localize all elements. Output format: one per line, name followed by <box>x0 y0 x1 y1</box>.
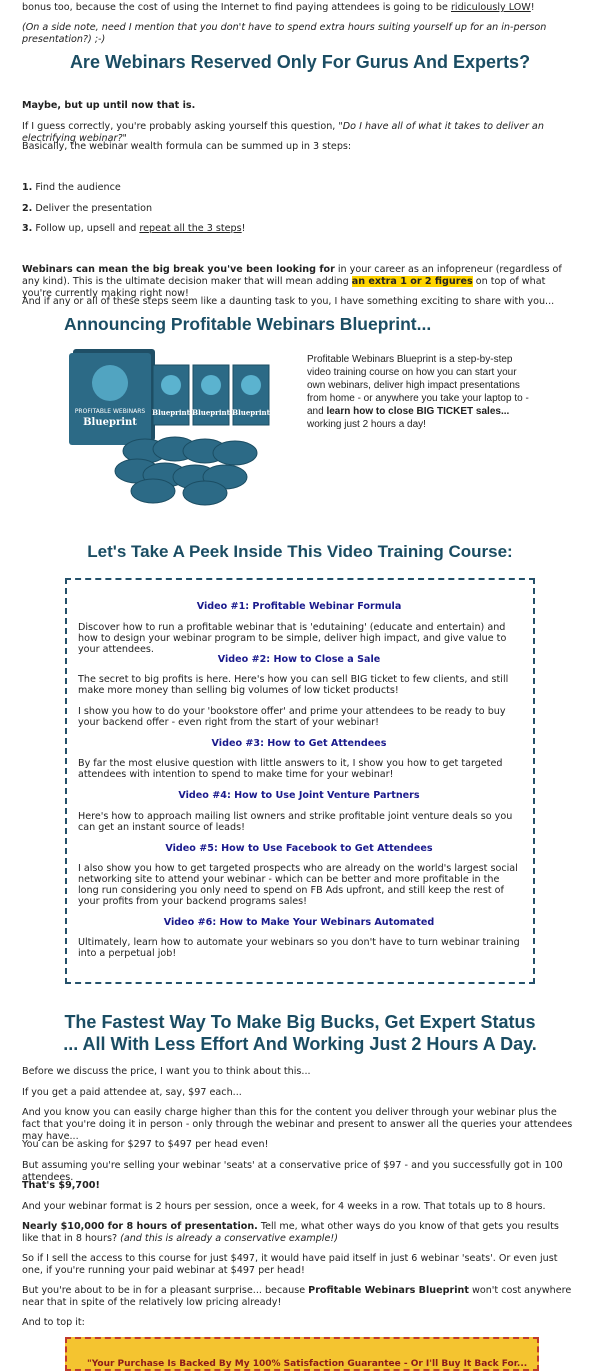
svg-text:Blueprint: Blueprint <box>192 408 230 417</box>
step-underline: repeat all the 3 steps <box>139 223 242 234</box>
step-num: 2. <box>22 203 33 214</box>
step-1 <box>22 182 578 194</box>
product-box <box>69 349 155 445</box>
p-nearly-bold: Nearly $10,000 for 8 hours of presentation. <box>22 1221 258 1232</box>
p-surprise <box>22 1285 578 1309</box>
video-2-desc2: I show you how to do your 'bookstore offer' and prime your attendees to be ready to buy your backend offer - even right from the start of your webinar! <box>78 706 506 728</box>
video-1-title: Video #1: Profitable Webinar Formula <box>196 601 402 612</box>
step-text: Deliver the presentation <box>35 203 153 214</box>
desc-end: working just 2 hours a day! <box>307 419 426 430</box>
video-4-title: Video #4: How to Use Joint Venture Partners <box>178 790 420 801</box>
desc-bold: learn how to close BIG TICKET sales... <box>326 406 510 417</box>
p-break-bold: Webinars can mean the big break you've been looking for <box>22 264 335 275</box>
video-6-desc: Ultimately, learn how to automate your webinars so you don't have to turn webinar training into a perpetual job! <box>78 937 520 959</box>
desc-name: Profitable Webinars Blueprint <box>307 354 437 365</box>
product-discs <box>115 437 257 505</box>
intro-line <box>22 2 578 14</box>
video-2-desc: The secret to big profits is here. Here's how you can sell BIG ticket to few clients, and still make more money than selling big volumes of low ticket products! <box>78 674 509 696</box>
video-5-title: Video #5: How to Use Facebook to Get Attendees <box>165 843 433 854</box>
video-4-desc: Here's how to approach mailing list owners and strike profitable joint venture deals so you can get an instant source of leads! <box>78 811 513 833</box>
step-num: 1. <box>22 182 33 193</box>
video-5-desc: I also show you how to get targeted prospects who are already on the world's largest social networking site to attend your webinar - which can be better and more profitable in the long run considering you only need to spend on FB Ads upfront, and still keep the rest of your profits from your backend programs sales! <box>78 863 518 907</box>
p-nearly <box>22 1221 578 1245</box>
product-description <box>307 353 537 431</box>
intro-underline: ridiculously LOW <box>450 2 531 13</box>
product-word2: Blueprint <box>83 417 137 428</box>
video-1-desc: Discover how to run a profitable webinar that is 'edutaining' (educate and entertain) and how to design your webinar program to be simple, deliver high impact, and give value to your attendees. <box>78 622 507 655</box>
heading-peek: Let's Take A Peek Inside This Video Training Course: <box>87 542 513 561</box>
p-charge-higher: And you know you can easily charge higher than this for the content you deliver through your webinar plus the fact that you're doing it in person - only through the webinar and present to answer all the queries your attendees may have... <box>22 1107 573 1142</box>
p-guess-quote: "Do I have all of what it takes to deliver an electrifying webinar?" <box>22 121 544 144</box>
p-nearly-italic: (and this is already a conservative example!) <box>120 1233 338 1244</box>
p-basically: Basically, the webinar wealth formula can be summed up in 3 steps: <box>22 141 352 152</box>
p-sell-access: So if I sell the access to this course for just $497, it would have paid itself in just 6 webinar 'seats'. Or even just one, if you're running your paid webinar at $497 per head! <box>22 1253 558 1276</box>
step-end: ! <box>241 223 246 234</box>
p-guess-text: If I guess correctly, you're probably asking yourself this question, <box>22 121 339 132</box>
heading-fastest-2: ... All With Less Effort And Working Just 2 Hours A Day. <box>63 1034 537 1054</box>
product-dvd-cases <box>152 365 270 425</box>
product-image <box>65 343 300 508</box>
p-to-top: And to top it: <box>22 1317 85 1328</box>
desc-text: is a step-by-step video training course on how you can start your own webinars, deliver high impact presentations from home - or anywhere you take your laptop to - and <box>307 354 529 417</box>
p-assuming: But assuming you're selling your webinar 'seats' at a conservative price of $97 - and you successfully got in 100 attendees. <box>22 1160 563 1183</box>
intro-text: bonus too, because the cost of using the Internet to find paying attendees is going to be <box>22 2 451 13</box>
p-format: And your webinar format is 2 hours per session, once a week, for 4 weeks in a row. That totals up to 8 hours. <box>22 1201 546 1212</box>
heading-announce: Announcing Profitable Webinars Blueprint... <box>64 314 432 334</box>
p-paid-attendee: If you get a paid attendee at, say, $97 each... <box>22 1087 242 1098</box>
svg-text:Blueprint: Blueprint <box>152 408 190 417</box>
p-break-text: in your career as an infopreneur (regardless of any kind). This is the ultimate decision maker that will mean adding <box>22 264 562 287</box>
p-webinars-break <box>22 264 578 300</box>
p-daunting: And if any or all of these steps seem like a daunting task to you, I have something exciting to share with you... <box>22 296 555 307</box>
heading-gurus: Are Webinars Reserved Only For Gurus And Experts? <box>69 52 531 72</box>
p-surprise-end: won't cost anywhere near that in spite of the relatively low pricing already! <box>22 1285 572 1308</box>
guarantee-box <box>65 1337 539 1371</box>
p-surprise-bold: Profitable Webinars Blueprint <box>308 1285 469 1296</box>
video-3-title: Video #3: How to Get Attendees <box>211 738 387 749</box>
guarantee-text: "Your Purchase Is Backed By My 100% Satisfaction Guarantee - Or I'll Buy It Back For... <box>87 1359 528 1369</box>
heading-fastest-1: The Fastest Way To Make Big Bucks, Get Expert Status <box>64 1012 536 1032</box>
video-3-desc: By far the most elusive question with little answers to it, I show you how to get targeted attendees with intention to spend to make time for your webinar! <box>78 758 503 780</box>
product-word1: PROFITABLE WEBINARS <box>74 408 146 415</box>
p-surprise-text: But you're about to be in for a pleasant surprise... because <box>22 1285 309 1296</box>
p-asking: You can be asking for $297 to $497 per head even! <box>22 1139 269 1150</box>
step-text: Follow up, upsell and <box>35 223 140 234</box>
step-2 <box>22 203 578 215</box>
intro-end: ! <box>530 2 535 13</box>
svg-text:Blueprint: Blueprint <box>232 408 270 417</box>
video-6-title: Video #6: How to Make Your Webinars Automated <box>163 917 435 928</box>
p-break-end: on top of what you're currently making right now! <box>22 276 546 299</box>
p-total: That's $9,700! <box>22 1180 100 1191</box>
intro-note: (On a side note, need I mention that you don't have to spend extra hours suiting yourself up for an in-person presentation?) ;-) <box>22 22 547 45</box>
p-before: Before we discuss the price, I want you to think about this... <box>22 1066 311 1077</box>
step-3 <box>22 223 578 235</box>
highlight-figures: an extra 1 or 2 figures <box>351 276 473 287</box>
video-2-title: Video #2: How to Close a Sale <box>217 654 381 665</box>
step-num: 3. <box>22 223 33 234</box>
p-nearly-text: Tell me, what other ways do you know of that gets you results like that in 8 hours? <box>22 1221 559 1244</box>
step-text: Find the audience <box>35 182 121 193</box>
p-maybe: Maybe, but up until now that is. <box>22 100 196 111</box>
